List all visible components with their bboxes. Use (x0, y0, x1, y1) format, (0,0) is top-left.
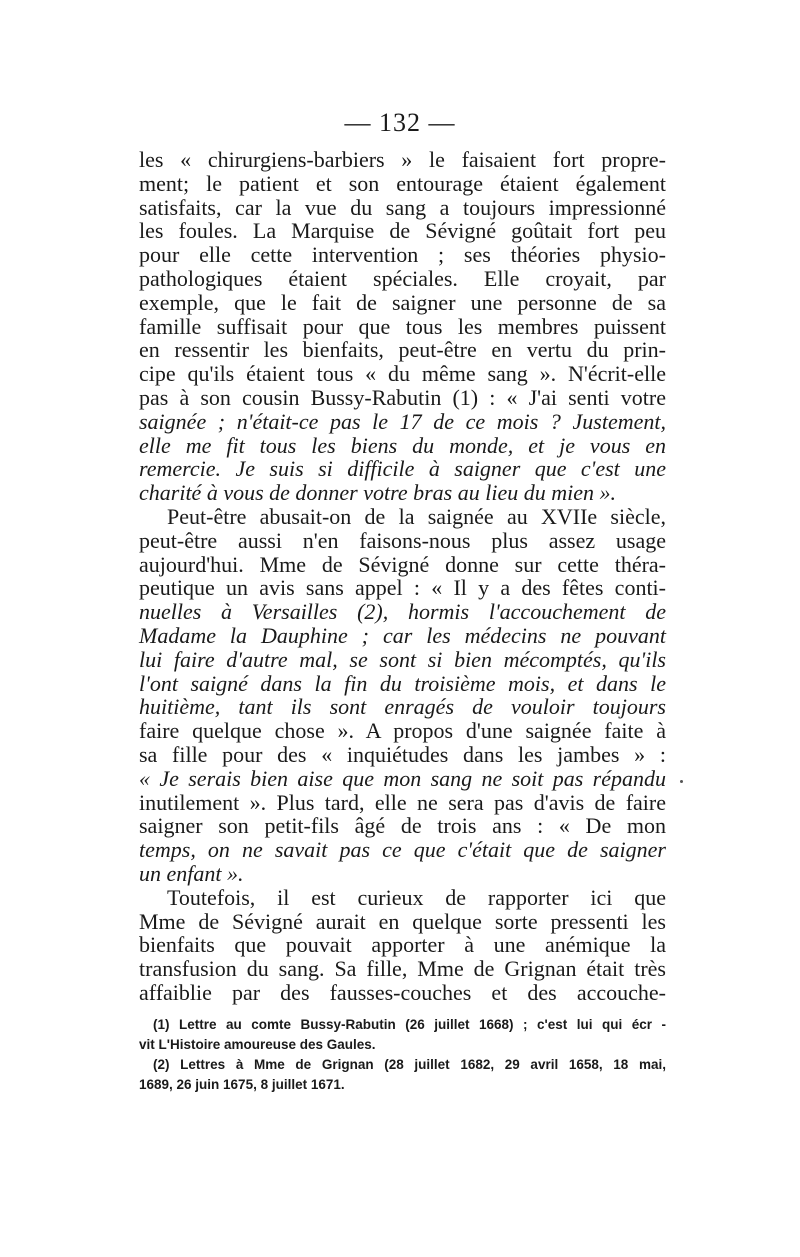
text-line: en ressentir les bienfaits, peut-être en vertu du prin- (139, 337, 666, 363)
text-line: pour elle cette intervention ; ses théories physio- (139, 242, 666, 268)
quote-line: lui faire d'autre mal, se sont si bien mécomptés, qu'ils (139, 646, 666, 672)
text-line: affaiblie par des fausses-couches et des accouche- (139, 979, 666, 1005)
text-line: les « chirurgiens-barbiers » le faisaient fort propre- (139, 147, 666, 172)
quote-line: « Je serais bien aise que mon sang ne soit pas répandu (139, 765, 666, 791)
text-line: peutique un avis sans appel : « Il y a des fêtes conti- (139, 575, 666, 601)
text-line: cipe qu'ils étaient tous « du même sang ». N'écrit-elle (139, 361, 666, 387)
quote-line: huitième, tant ils sont enragés de vouloir toujours (139, 694, 666, 720)
text-line: satisfaits, car la vue du sang a toujours impressionné (139, 194, 666, 220)
quote-line: l'ont saigné dans la fin du troisième mois, et dans le (139, 670, 666, 696)
text-line: famille suffisait pour que tous les membres puissent (139, 313, 666, 339)
text-line: transfusion du sang. Sa fille, Mme de Grignan était très (139, 956, 666, 982)
text-line: inutilement ». Plus tard, elle ne sera pas d'avis de faire (139, 789, 666, 815)
footnote-line: 1689, 26 juin 1675, 8 juillet 1671. (139, 1077, 345, 1092)
footnote-line: vit L'Histoire amoureuse des Gaules. (139, 1037, 376, 1052)
quote-line: Madame la Dauphine ; car les médecins ne pouvant (139, 622, 666, 648)
quote-line: nuelles à Versailles (2), hormis l'accouchement de (139, 599, 666, 625)
text-line: aujourd'hui. Mme de Sévigné donne sur cette théra- (139, 551, 666, 577)
text-line: sa fille pour des « inquiétudes dans les jambes » : (139, 741, 666, 767)
quote-line: saignée ; n'était-ce pas le 17 de ce mois ? Justement, (139, 408, 666, 434)
text-line: faire quelque chose ». A propos d'une saignée faite à (139, 718, 666, 744)
quote-line: elle me fit tous les biens du monde, et je vous en (139, 432, 666, 458)
text-line: ment; le patient et son entourage étaient également (139, 170, 666, 196)
paragraph-start-line: Peut-être abusait-on de la saignée au XVIIe siècle, (167, 503, 666, 529)
paragraph-start-line: Toutefois, il est curieux de rapporter ici que (167, 884, 666, 910)
scan-speck (680, 780, 683, 783)
text-line: Mme de Sévigné aurait en quelque sorte pressenti les (139, 908, 666, 934)
text-line: peut-être aussi n'en faisons-nous plus assez usage (139, 527, 666, 553)
footnotes (139, 1015, 666, 1095)
text-line: les foules. La Marquise de Sévigné goûtait fort peu (139, 218, 666, 244)
text-line: pas à son cousin Bussy-Rabutin (1) : « J'ai senti votre (139, 384, 666, 410)
page-number: — 132 — (344, 108, 456, 137)
quote-line: charité à vous de donner votre bras au lieu du mien ». (139, 480, 616, 506)
quote-line: remercie. Je suis si difficile à saigner que c'est une (139, 456, 666, 482)
footnote-line: (2) Lettres à Mme de Grignan (28 juillet 1682, 29 avril 1658, 18 mai, (153, 1057, 666, 1072)
text-line: pathologiques étaient spéciales. Elle croyait, par (139, 265, 666, 291)
footnote-line: (1) Lettre au comte Bussy-Rabutin (26 juillet 1668) ; c'est lui qui écr - (153, 1017, 666, 1032)
quote-line: temps, on ne savait pas ce que c'était que de saigner (139, 837, 666, 863)
body-text (139, 148, 666, 1005)
text-line: saigner son petit-fils âgé de trois ans : « De mon (139, 813, 666, 839)
text-line: bienfaits que pouvait apporter à une anémique la (139, 932, 666, 958)
quote-line: un enfant ». (139, 860, 244, 886)
text-line: exemple, que le fait de saigner une personne de sa (139, 289, 666, 315)
